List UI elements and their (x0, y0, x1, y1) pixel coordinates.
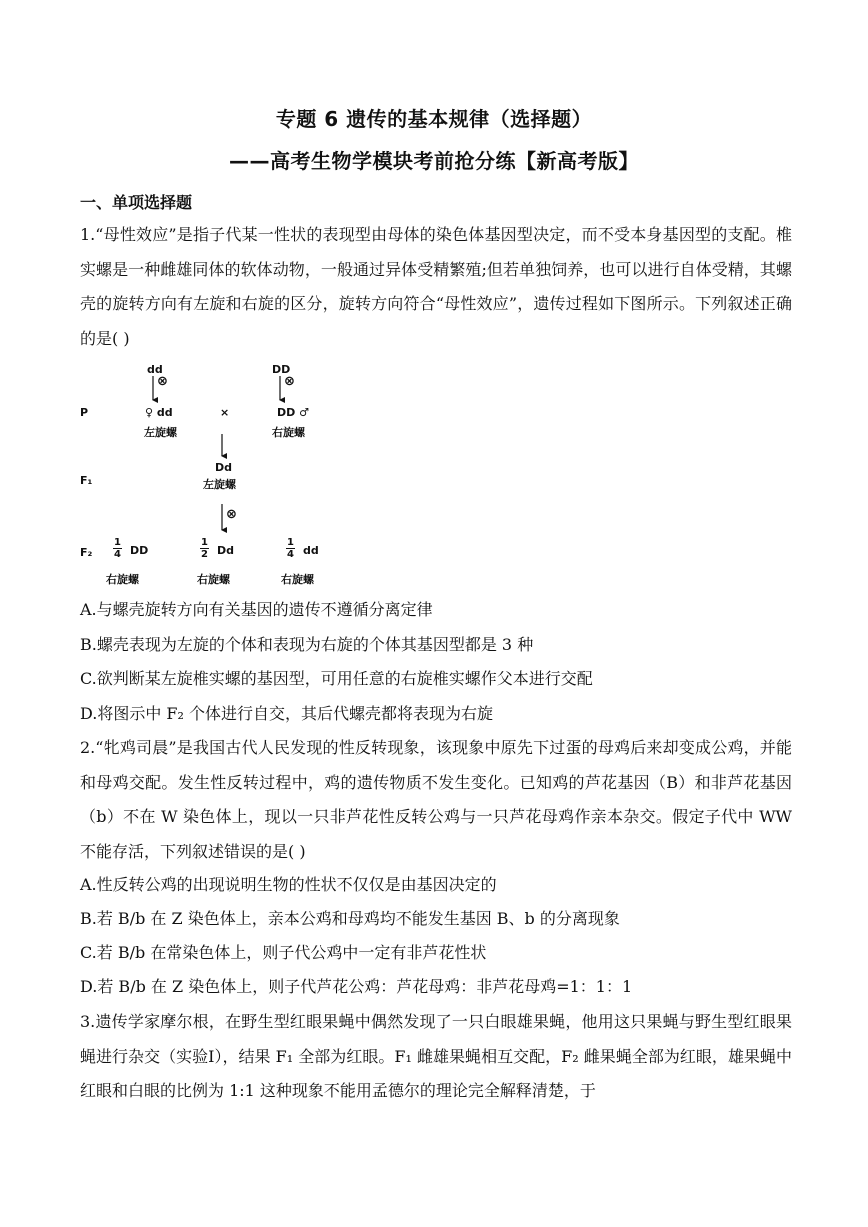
f2-dd-phenotype: 右旋螺 (106, 573, 139, 586)
question-1-option-b: B.螺壳表现为左旋的个体和表现为右旋的个体其基因型都是 3 种 (80, 635, 534, 654)
f2-recessive-genotype: dd (303, 544, 319, 557)
f2-dd-genotype: DD (130, 544, 149, 557)
male-parent-phenotype: 右旋螺 (272, 426, 305, 439)
left-self-cross-symbol: ⊗ (157, 374, 168, 389)
question-2-option-b: B.若 B/b 在 Z 染色体上，亲本公鸡和母鸡均不能发生基因 B、b 的分离现象 (80, 909, 620, 928)
question-2-option-d: D.若 B/b 在 Z 染色体上，则子代芦花公鸡：芦花母鸡：非芦花母鸡=1：1：1 (80, 977, 633, 996)
left-grandparent-genotype: dd (147, 363, 163, 376)
question-1-option-d: D.将图示中 F₂ 个体进行自交，其后代螺壳都将表现为右旋 (80, 704, 494, 723)
document-subtitle: ——高考生物学模块考前抢分练【新高考版】 (229, 149, 639, 173)
f1-phenotype: 左旋螺 (203, 478, 236, 491)
generation-p-label: P (80, 406, 89, 419)
female-parent-genotype: ♀ dd (145, 406, 173, 419)
generation-f1-label: F₁ (80, 474, 93, 487)
f2-dd-fraction: $\frac{1}{4}$ (114, 537, 121, 560)
right-self-cross-symbol: ⊗ (284, 374, 295, 389)
f1-genotype: Dd (215, 461, 233, 474)
f1-self-cross-symbol: ⊗ (226, 507, 237, 522)
f2-heterozygous-fraction: $\frac{1}{2}$ (201, 537, 208, 560)
right-grandparent-genotype: DD (272, 363, 291, 376)
question-2-option-a: A.性反转公鸡的出现说明生物的性状不仅仅是由基因决定的 (80, 875, 497, 894)
question-2-stem: 2.“牝鸡司晨”是我国古代人民发现的性反转现象，该现象中原先下过蛋的母鸡后来却变成公鸡，并能和母鸡交配。发生性反转过程中，鸡的遗传物质不发生变化。已知鸡的芦花基因（B）和非芦花基因（b）不在 W 染色体上，现以一只非芦花性反转公鸡与一只芦花母鸡作亲本杂交。假定子代中 WW 不能存活，下列叙述错误的是( ) (80, 738, 792, 861)
section-heading: 一、单项选择题 (80, 193, 193, 212)
f2-heterozygous-genotype: Dd (217, 544, 235, 557)
female-parent-phenotype: 左旋螺 (144, 426, 177, 439)
f2-recessive-phenotype: 右旋螺 (281, 573, 314, 586)
question-1-option-a: A.与螺壳旋转方向有关基因的遗传不遵循分离定律 (80, 600, 433, 619)
document-title: 专题 6 遗传的基本规律（选择题） (275, 107, 593, 131)
f2-heterozygous-phenotype: 右旋螺 (197, 573, 230, 586)
cross-symbol: × (220, 406, 230, 419)
male-parent-genotype: DD ♂ (277, 406, 309, 419)
question-3-stem: 3.遗传学家摩尔根，在野生型红眼果蝇中偶然发现了一只白眼雄果蝇，他用这只果蝇与野生型红眼果蝇进行杂交（实验Ⅰ），结果 F₁ 全部为红眼。F₁ 雌雄果蝇相互交配，F₂ 雌果蝇全部为红眼，雄果蝇中红眼和白眼的比例为 1:1 这种现象不能用孟德尔的理论完全解释清楚，于 (80, 1012, 792, 1100)
question-1-option-c: C.欲判断某左旋椎实螺的基因型，可用任意的右旋椎实螺作父本进行交配 (80, 669, 593, 688)
question-1-stem: 1.“母性效应”是指子代某一性状的表现型由母体的染色体基因型决定，而不受本身基因型的支配。椎实螺是一种雌雄同体的软体动物，一般通过异体受精繁殖;但若单独饲养，也可以进行自体受精，其螺壳的旋转方向有左旋和右旋的区分，旋转方向符合“母性效应”，遗传过程如下图所示。下列叙述正确的是( ) (80, 225, 792, 348)
cross-diagram (78, 358, 338, 590)
generation-f2-label: F₂ (80, 546, 93, 559)
question-2-option-c: C.若 B/b 在常染色体上，则子代公鸡中一定有非芦花性状 (80, 943, 487, 962)
f2-recessive-fraction: $\frac{1}{4}$ (287, 537, 294, 560)
